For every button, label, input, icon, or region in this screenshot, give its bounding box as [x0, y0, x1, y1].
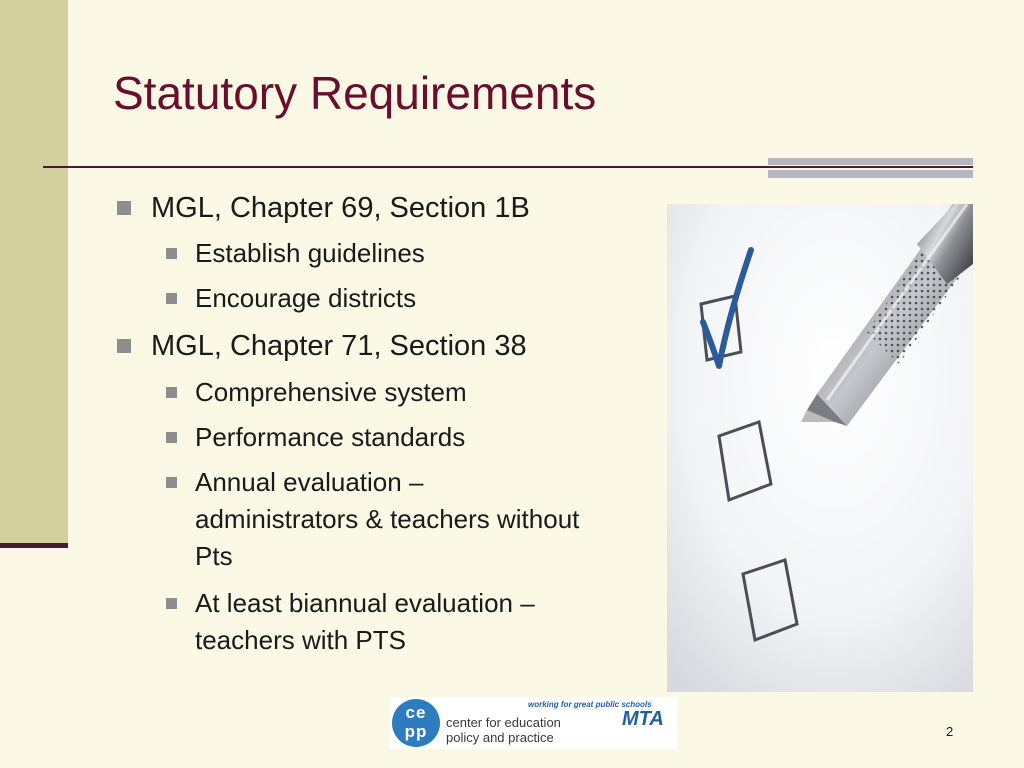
- bullet-text-block: [195, 464, 579, 575]
- bullet-text-line: teachers with PTS: [195, 625, 406, 655]
- bullet-text-line: Annual evaluation –: [195, 467, 424, 497]
- bullet-item: [117, 328, 527, 364]
- bullet-marker: [166, 432, 177, 443]
- bullet-text: Encourage districts: [195, 283, 417, 313]
- bullet-marker: [166, 477, 177, 488]
- cepp-name-line: center for education: [446, 715, 561, 730]
- bullet-text: MGL, Chapter 69, Section 1B: [151, 192, 530, 224]
- page-number: 2: [946, 724, 954, 739]
- mta-logo: MTA: [622, 708, 664, 730]
- bullet-marker: [117, 201, 131, 215]
- bullet-marker: [166, 293, 177, 304]
- cepp-logo-letters: [392, 703, 440, 741]
- pen-checklist-photo: [667, 204, 973, 692]
- cepp-letters-bottom: pp: [404, 722, 428, 741]
- bullet-text-line: At least biannual evaluation –: [195, 588, 535, 618]
- bullet-marker: [117, 339, 131, 353]
- bullet-text-line: administrators & teachers without: [195, 504, 580, 534]
- bullet-text: Establish guidelines: [195, 238, 425, 268]
- partner-logos: [390, 697, 677, 749]
- bullet-marker: [166, 387, 177, 398]
- bullet-text: MGL, Chapter 71, Section 38: [151, 330, 527, 362]
- sub-bullet-item: [166, 585, 535, 659]
- bullet-text-line: Pts: [195, 541, 233, 571]
- bullet-item: [117, 190, 530, 226]
- bullet-text-block: [195, 585, 535, 659]
- sub-bullet-item: [166, 419, 465, 456]
- cepp-name: [446, 715, 561, 745]
- bullet-marker: [166, 248, 177, 259]
- bullet-text: Performance standards: [195, 422, 466, 452]
- sub-bullet-item: [166, 374, 467, 411]
- sub-bullet-item: [166, 235, 425, 272]
- sub-bullet-item: [166, 280, 416, 317]
- mta-tagline: working for great public schools: [528, 700, 652, 709]
- sub-bullet-item: [166, 464, 579, 575]
- bullet-marker: [166, 598, 177, 609]
- cepp-name-line: policy and practice: [446, 730, 554, 745]
- bullet-text: Comprehensive system: [195, 377, 467, 407]
- slide-title: Statutory Requirements: [113, 67, 597, 119]
- cepp-letters-top: ce: [405, 703, 427, 722]
